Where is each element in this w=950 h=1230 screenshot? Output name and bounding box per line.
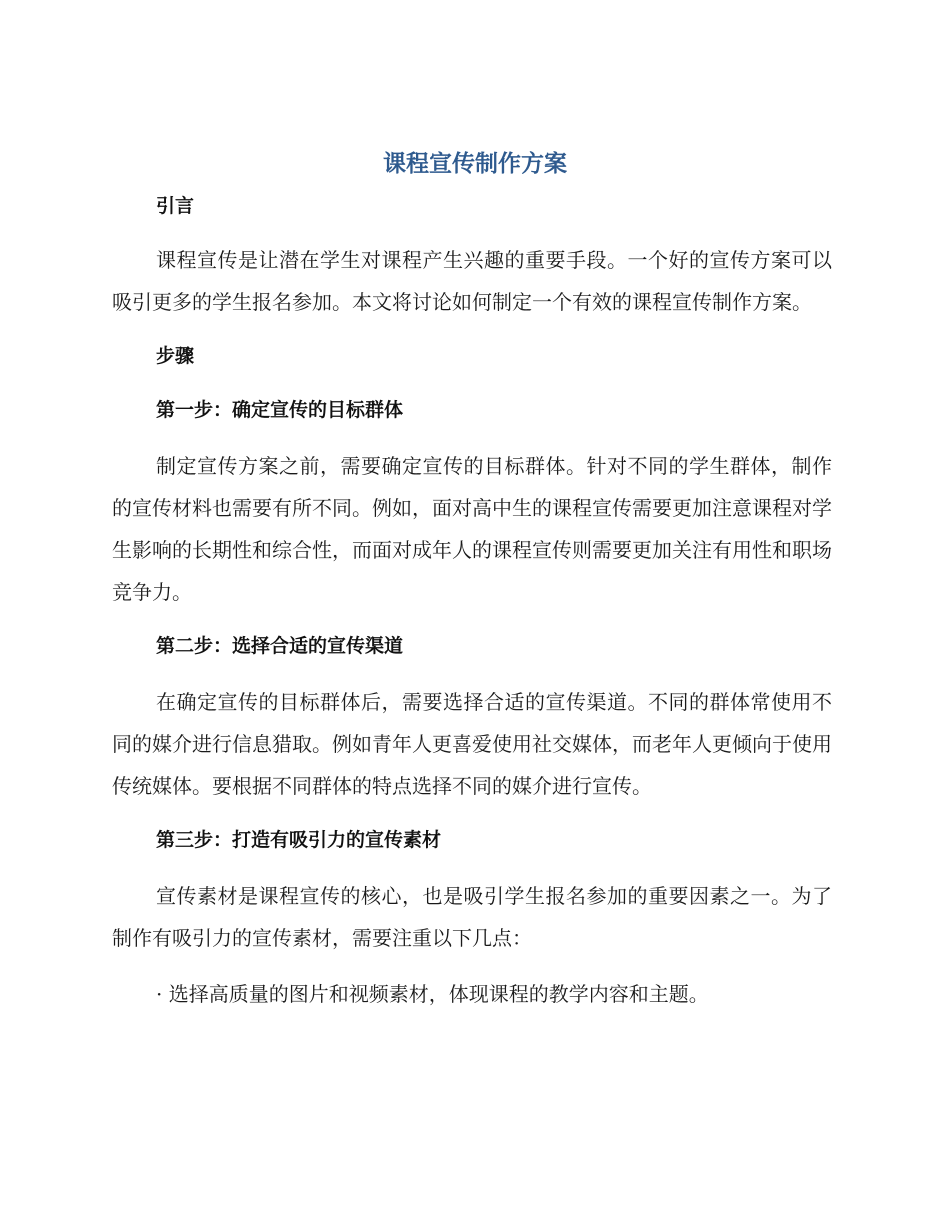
- step3-bullet-item: · 选择高质量的图片和视频素材，体现课程的教学内容和主题。: [156, 982, 709, 1006]
- step2-heading: 第二步：选择合适的宣传渠道: [156, 635, 404, 657]
- document-title: 课程宣传制作方案: [383, 151, 567, 177]
- steps-heading: 步骤: [156, 345, 195, 367]
- document-body: [112, 187, 832, 1015]
- step1-heading: 第一步：确定宣传的目标群体: [156, 399, 404, 421]
- step3-paragraph: 宣传素材是课程宣传的核心，也是吸引学生报名参加的重要因素之一。为了制作有吸引力的宣传素材，需要注重以下几点：: [112, 884, 832, 950]
- step1-paragraph: 制定宣传方案之前，需要确定宣传的目标群体。针对不同的学生群体，制作的宣传材料也需要有所不同。例如，面对高中生的课程宣传需要更加注意课程对学生影响的长期性和综合性，而面对成年人的课程宣传则需要更加关注有用性和职场竞争力。: [112, 454, 832, 604]
- intro-heading: 引言: [156, 195, 195, 217]
- step2-paragraph: 在确定宣传的目标群体后，需要选择合适的宣传渠道。不同的群体常使用不同的媒介进行信息猎取。例如青年人更喜爱使用社交媒体，而老年人更倾向于使用传统媒体。要根据不同群体的特点选择不同的媒介进行宣传。: [112, 690, 832, 798]
- step3-heading: 第三步：打造有吸引力的宣传素材: [156, 829, 442, 851]
- intro-paragraph: 课程宣传是让潜在学生对课程产生兴趣的重要手段。一个好的宣传方案可以吸引更多的学生报名参加。本文将讨论如何制定一个有效的课程宣传制作方案。: [112, 248, 832, 314]
